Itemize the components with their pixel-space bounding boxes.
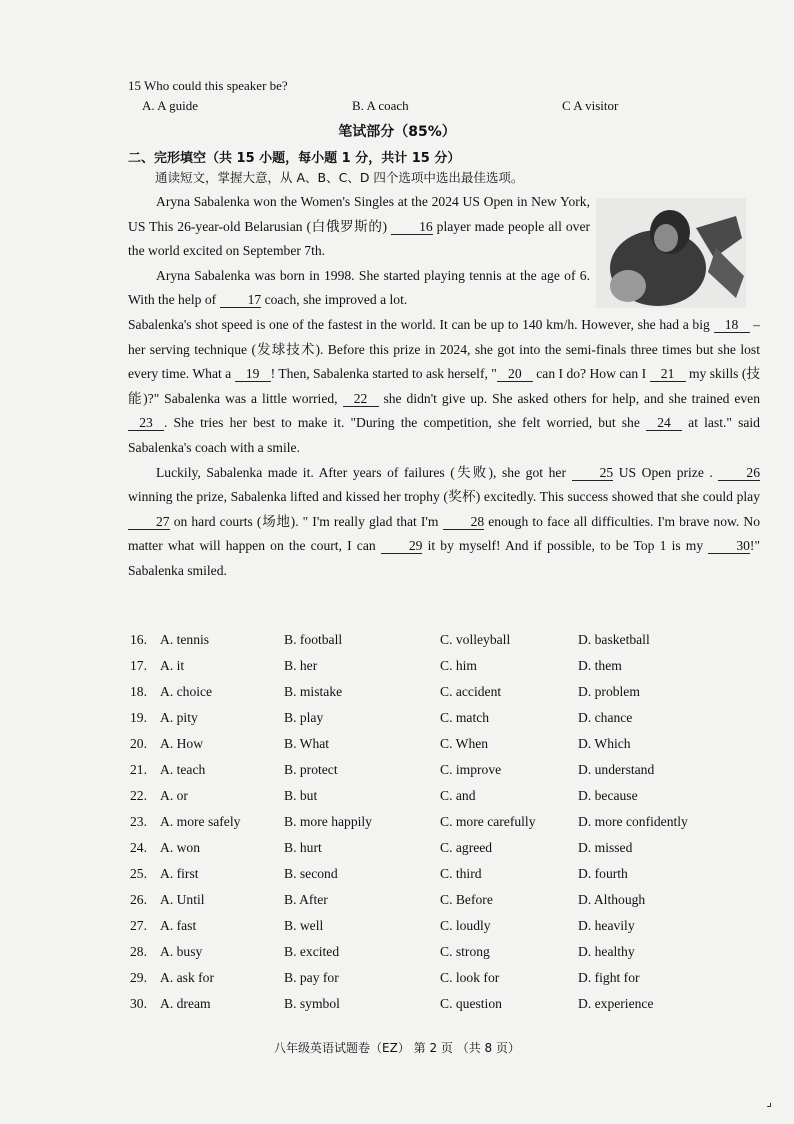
corner-mark: ⌟ xyxy=(766,1095,772,1109)
option-a[interactable]: A. tennis xyxy=(160,632,210,647)
option-a[interactable]: A. or xyxy=(160,788,188,803)
passage-text: winning the prize, Sabalenka lifted and kissed her trophy (奖杯) excitedly. This success showed that she could play xyxy=(128,489,760,505)
option-a[interactable]: A. it xyxy=(160,658,185,673)
option-d[interactable]: D. them xyxy=(578,658,622,673)
option-d[interactable]: D. because xyxy=(578,788,638,803)
option-b[interactable]: B. her xyxy=(284,658,318,673)
option-a[interactable]: A. choice xyxy=(160,684,213,699)
option-d[interactable]: D. healthy xyxy=(578,944,635,959)
option-c[interactable]: C. When xyxy=(440,736,489,751)
option-b[interactable]: B. After xyxy=(284,892,328,907)
option-a[interactable]: A. pity xyxy=(160,710,198,725)
passage-text: . She tries her best to make it. "During the competition, she felt worried, but she xyxy=(164,415,640,431)
option-row xyxy=(130,736,770,762)
option-c[interactable]: C. and xyxy=(440,788,476,803)
option-row xyxy=(130,944,770,970)
option-a[interactable]: A. teach xyxy=(160,762,206,777)
passage-text: enough to face all difficulties. I'm brave now. No matter what will happen on the court, I can xyxy=(128,513,761,554)
option-b[interactable]: B. What xyxy=(284,736,330,751)
option-row xyxy=(130,970,770,996)
option-row xyxy=(130,996,770,1022)
option-number: 24. xyxy=(130,840,147,855)
option-b[interactable]: B. hurt xyxy=(284,840,322,855)
blank-19: 19 xyxy=(235,367,271,382)
option-c[interactable]: C. question xyxy=(440,996,502,1011)
option-number: 20. xyxy=(130,736,147,751)
option-c[interactable]: C. more carefully xyxy=(440,814,536,829)
option-row xyxy=(130,632,770,658)
option-c[interactable]: C. accident xyxy=(440,684,502,699)
option-number: 29. xyxy=(130,970,147,985)
option-b[interactable]: B. mistake xyxy=(284,684,343,699)
blank-26: 26 xyxy=(718,466,760,481)
passage-text: ! Then, Sabalenka started to ask herself, " xyxy=(270,366,497,382)
option-c[interactable]: C. him xyxy=(440,658,478,673)
option-b[interactable]: B. more happily xyxy=(284,814,372,829)
option-a[interactable]: A. more safely xyxy=(160,814,241,829)
passage-text: can I do? How can I xyxy=(536,366,647,382)
option-number: 17. xyxy=(130,658,147,673)
option-b[interactable]: B. protect xyxy=(284,762,338,777)
option-a[interactable]: A. busy xyxy=(160,944,203,959)
option-d[interactable]: D. heavily xyxy=(578,918,635,933)
option-row xyxy=(130,918,770,944)
option-d[interactable]: D. basketball xyxy=(578,632,650,647)
option-row xyxy=(130,658,770,684)
option-row xyxy=(130,788,770,814)
option-row xyxy=(130,840,770,866)
cloze-passage xyxy=(128,190,760,584)
q15-option-b: B. A coach xyxy=(352,98,409,113)
paragraph-1 xyxy=(128,190,590,264)
section-instruction: 通读短文，掌握大意，从 A、B、C、D 四个选项中选出最佳选项。 xyxy=(155,170,524,185)
section-title: 二、完形填空（共 15 小题，每小题 1 分，共计 15 分） xyxy=(128,151,461,166)
option-d[interactable]: D. experience xyxy=(578,996,654,1011)
option-b[interactable]: B. well xyxy=(284,918,324,933)
passage-text: US Open prize . xyxy=(618,464,713,480)
option-b[interactable]: B. symbol xyxy=(284,996,340,1011)
option-c[interactable]: C. volleyball xyxy=(440,632,511,647)
option-number: 26. xyxy=(130,892,147,907)
written-part-title: 笔试部分（85%） xyxy=(338,124,456,140)
answer-options xyxy=(130,632,770,1022)
option-d[interactable]: D. understand xyxy=(578,762,655,777)
option-row xyxy=(130,892,770,918)
option-b[interactable]: B. pay for xyxy=(284,970,339,985)
blank-18: 18 xyxy=(714,318,750,333)
option-d[interactable]: D. fight for xyxy=(578,970,640,985)
option-number: 16. xyxy=(130,632,147,647)
option-a[interactable]: A. won xyxy=(160,840,201,855)
passage-text: on hard courts (场地). " I'm really glad that I'm xyxy=(173,513,439,529)
option-number: 27. xyxy=(130,918,147,933)
paragraph-3 xyxy=(128,461,760,584)
q15-option-c: C A visitor xyxy=(562,98,619,113)
option-d[interactable]: D. more confidently xyxy=(578,814,688,829)
option-a[interactable]: A. ask for xyxy=(160,970,214,985)
q15-option-a: A. A guide xyxy=(142,98,198,113)
paragraph-2-start xyxy=(128,264,590,313)
option-c[interactable]: C. strong xyxy=(440,944,490,959)
option-a[interactable]: A. How xyxy=(160,736,204,751)
option-row xyxy=(130,814,770,840)
passage-text: coach, she improved a lot. xyxy=(264,292,408,308)
option-d[interactable]: D. Although xyxy=(578,892,646,907)
option-row xyxy=(130,684,770,710)
passage-text: it by myself! And if possible, to be Top 1 is my xyxy=(427,538,704,554)
blank-16: 16 xyxy=(391,220,433,235)
option-c[interactable]: C. improve xyxy=(440,762,502,777)
option-number: 19. xyxy=(130,710,147,725)
option-number: 18. xyxy=(130,684,147,699)
option-row xyxy=(130,710,770,736)
paragraph-2-rest xyxy=(128,313,760,461)
option-a[interactable]: A. dream xyxy=(160,996,211,1011)
option-c[interactable]: C. look for xyxy=(440,970,500,985)
option-number: 21. xyxy=(130,762,147,777)
option-number: 23. xyxy=(130,814,147,829)
option-b[interactable]: B. football xyxy=(284,632,343,647)
option-a[interactable]: A. fast xyxy=(160,918,197,933)
option-a[interactable]: A. Until xyxy=(160,892,205,907)
passage-text: she didn't give up. She asked others for help, and she trained even xyxy=(383,390,761,406)
blank-20: 20 xyxy=(497,367,533,382)
blank-24: 24 xyxy=(646,416,682,431)
passage-text: Sabalenka's shot speed is one of the fastest in the world. It can be up to 140 km/h. However, she had a big xyxy=(128,316,710,332)
passage-text: player made people all over the world excited on September 7th. xyxy=(128,218,590,259)
passage-text: Aryna Sabalenka was born in 1998. She started playing tennis at the age of 6. With the help of xyxy=(128,267,590,308)
page-footer: 八年级英语试题卷（EZ） 第 2 页 （共 8 页） xyxy=(274,1041,520,1055)
option-d[interactable]: D. chance xyxy=(578,710,633,725)
option-d[interactable]: D. Which xyxy=(578,736,631,751)
option-number: 28. xyxy=(130,944,147,959)
question-15: 15 Who could this speaker be? xyxy=(128,78,288,93)
option-number: 30. xyxy=(130,996,147,1011)
passage-text: – her serving technique (发球技术). Before this prize in 2024, she got into the semi-finals three times but she lost every time. What a xyxy=(128,316,760,382)
option-d[interactable]: D. problem xyxy=(578,684,640,699)
option-row xyxy=(130,762,770,788)
option-d[interactable]: D. fourth xyxy=(578,866,628,881)
blank-23: 23 xyxy=(128,416,164,431)
blank-29: 29 xyxy=(381,539,423,554)
option-c[interactable]: C. third xyxy=(440,866,482,881)
option-b[interactable]: B. second xyxy=(284,866,338,881)
option-d[interactable]: D. missed xyxy=(578,840,633,855)
passage-text: my skills (技能)?" Sabalenka was a little worried, xyxy=(128,366,761,406)
passage-text: Aryna Sabalenka won the Women's Singles at the 2024 US Open in New York, US This 26-year-old Belarusian (白俄罗斯的) xyxy=(128,194,590,234)
option-b[interactable]: B. play xyxy=(284,710,324,725)
option-c[interactable]: C. agreed xyxy=(440,840,493,855)
option-number: 25. xyxy=(130,866,147,881)
blank-27: 27 xyxy=(128,515,170,530)
blank-21: 21 xyxy=(650,367,686,382)
passage-text: at last." said Sabalenka's coach with a smile. xyxy=(128,415,760,455)
option-b[interactable]: B. but xyxy=(284,788,318,803)
blank-30: 30 xyxy=(708,539,750,554)
option-row xyxy=(130,866,770,892)
blank-28: 28 xyxy=(443,515,485,530)
passage-text: Luckily, Sabalenka made it. After years of failures (失败), she got her xyxy=(156,464,566,480)
blank-22: 22 xyxy=(343,392,379,407)
option-c[interactable]: C. Before xyxy=(440,892,493,907)
blank-17: 17 xyxy=(220,293,262,308)
blank-25: 25 xyxy=(572,466,614,481)
option-a[interactable]: A. first xyxy=(160,866,199,881)
option-b[interactable]: B. excited xyxy=(284,944,340,959)
option-number: 22. xyxy=(130,788,147,803)
option-c[interactable]: C. loudly xyxy=(440,918,491,933)
passage-text: !" Sabalenka smiled. xyxy=(128,538,760,578)
option-c[interactable]: C. match xyxy=(440,710,490,725)
